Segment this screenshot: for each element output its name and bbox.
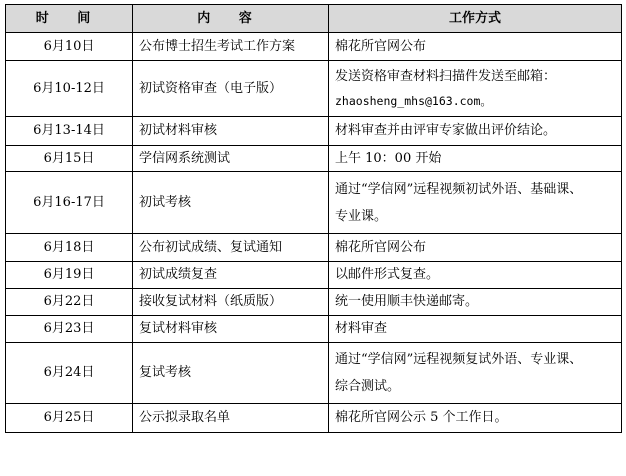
- row-time: 6月10日: [6, 33, 133, 61]
- row-time: 6月19日: [6, 262, 133, 289]
- row-method: 材料审查: [329, 316, 622, 343]
- row-time: 6月10-12日: [6, 61, 133, 117]
- row-method-line: 发送资格审查材料扫描件发送至邮箱：: [335, 68, 557, 84]
- table-row: [6, 262, 622, 289]
- table-row: [6, 234, 622, 262]
- row-method: 材料审查并由评审专家做出评价结论。: [329, 117, 622, 146]
- row-content: 初试成绩复查: [133, 262, 329, 289]
- table-row: [6, 33, 622, 61]
- row-method: 以邮件形式复查。: [329, 262, 622, 289]
- row-method: 上午 10：00 开始: [329, 146, 622, 172]
- row-method: 通过“学信网”远程视频复试外语、专业课、 综合测试。: [329, 343, 622, 404]
- row-content: 初试资格审查（电子版）: [133, 61, 329, 117]
- table-row: [6, 172, 622, 234]
- row-time: 6月24日: [6, 343, 133, 404]
- row-content: 复试材料审核: [133, 316, 329, 343]
- table-header-row: [6, 5, 622, 33]
- email-address: zhaosheng_mhs@163.com。: [335, 93, 492, 108]
- table-row: [6, 316, 622, 343]
- row-time: 6月25日: [6, 404, 133, 433]
- header-time: 时 间: [6, 5, 133, 33]
- row-time: 6月23日: [6, 316, 133, 343]
- row-content: 公示拟录取名单: [133, 404, 329, 433]
- row-content: 学信网系统测试: [133, 146, 329, 172]
- row-content: 公布初试成绩、复试通知: [133, 234, 329, 262]
- row-time: 6月16-17日: [6, 172, 133, 234]
- row-content: 初试材料审核: [133, 117, 329, 146]
- row-time: 6月22日: [6, 289, 133, 316]
- schedule-table: [5, 4, 622, 433]
- row-time: 6月15日: [6, 146, 133, 172]
- row-method: 统一使用顺丰快递邮寄。: [329, 289, 622, 316]
- header-method: 工作方式: [329, 5, 622, 33]
- row-time: 6月13-14日: [6, 117, 133, 146]
- table-row: [6, 404, 622, 433]
- row-method: 棉花所官网公布: [329, 234, 622, 262]
- header-content: 内 容: [133, 5, 329, 33]
- row-method: 棉花所官网公示 5 个工作日。: [329, 404, 622, 433]
- row-time: 6月18日: [6, 234, 133, 262]
- table-row: [6, 343, 622, 404]
- table-row: [6, 289, 622, 316]
- table-row: [6, 146, 622, 172]
- row-content: 公布博士招生考试工作方案: [133, 33, 329, 61]
- row-content: 接收复试材料（纸质版）: [133, 289, 329, 316]
- table-row: [6, 117, 622, 146]
- row-method: 棉花所官网公布: [329, 33, 622, 61]
- table-row: [6, 61, 622, 117]
- row-method: 通过“学信网”远程视频初试外语、基础课、 专业课。: [329, 172, 622, 234]
- row-content: 复试考核: [133, 343, 329, 404]
- row-method: [329, 61, 622, 117]
- row-content: 初试考核: [133, 172, 329, 234]
